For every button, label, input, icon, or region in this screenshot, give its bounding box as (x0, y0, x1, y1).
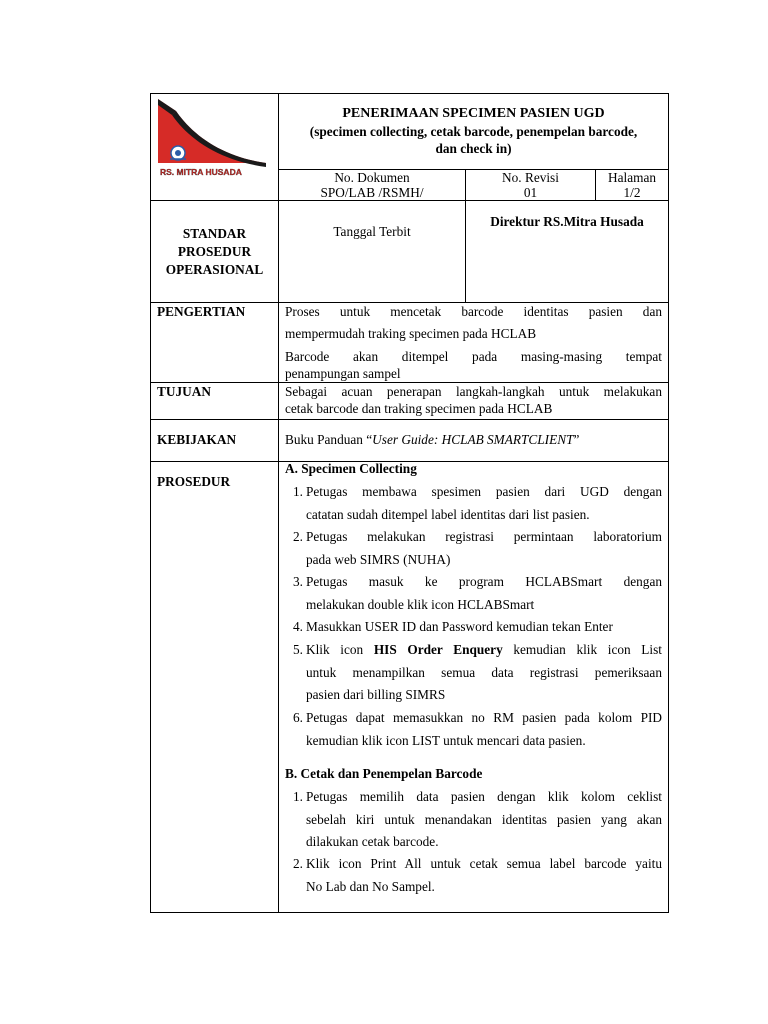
table-border-bottom (150, 912, 669, 913)
pengertian-line1: Proses untuk mencetak barcode identitas pasien dan (285, 304, 662, 319)
issue-date-label: Tanggal Terbit (333, 224, 411, 239)
pengertian-line2: mempermudah traking specimen pada HCLAB (285, 326, 537, 341)
table-border-right (668, 93, 669, 913)
list-item-line: Masukkan USER ID dan Password kemudian tekan Enter (306, 619, 613, 634)
list-item-line: untuk menampilkan semua data registrasi pemeriksaan (306, 664, 662, 680)
tujuan-label: TUJUAN (157, 384, 211, 399)
kebijakan-prefix: Buku Panduan “ (285, 432, 373, 447)
row-divider-kebijakan (150, 419, 669, 420)
list-item-number: 1. (293, 484, 303, 499)
section-b-heading: B. Cetak dan Penempelan Barcode (285, 766, 483, 781)
list-item-line: Petugas dapat memasukkan no RM pasien pada kolom PID (306, 710, 662, 725)
document-subtitle-line2: dan check in) (435, 141, 512, 156)
doc-number-label: No. Dokumen (334, 170, 410, 185)
sop-label-line3: OPERASIONAL (165, 262, 264, 277)
list-item-text: kemudian klik icon List (502, 642, 662, 657)
document-subtitle-line1: (specimen collecting, cetak barcode, penempelan barcode, (309, 124, 638, 139)
list-item-number: 1. (293, 789, 303, 804)
sop-document (150, 93, 669, 913)
list-item-line: Petugas melakukan registrasi permintaan laboratorium (306, 529, 662, 544)
list-item-line: dilakukan cetak barcode. (306, 834, 439, 850)
svg-text:RS. MITRA HUSADA: RS. MITRA HUSADA (160, 167, 242, 177)
tujuan-line2: cetak barcode dan traking specimen pada HCLAB (285, 401, 553, 416)
list-item-line: catatan sudah ditempel label identitas dari list pasien. (306, 506, 590, 522)
sop-label-line1: STANDAR (182, 226, 247, 241)
list-item-number: 4. (293, 619, 303, 634)
list-item-number: 3. (293, 574, 303, 589)
prosedur-label: PROSEDUR (157, 474, 231, 489)
hospital-logo (154, 97, 274, 177)
list-item-line: Klik icon Print All untuk cetak semua label barcode yaitu (306, 856, 662, 871)
director-label: Direktur RS.Mitra Husada (490, 214, 644, 229)
kebijakan-suffix: ” (573, 432, 580, 447)
pengertian-line4: penampungan sampel (285, 366, 401, 381)
list-item-line: No Lab dan No Sampel. (306, 878, 435, 894)
list-item-number: 2. (293, 856, 303, 871)
list-item-line: Petugas membawa spesimen pasien dari UGD dengan (306, 484, 662, 499)
list-item-emphasis: HIS Order Enquery (373, 642, 503, 657)
revision-value: 01 (523, 185, 538, 200)
page-label: Halaman (608, 170, 656, 185)
tujuan-line1: Sebagai acuan penerapan langkah-langkah untuk melakukan (285, 384, 662, 399)
kebijakan-text (285, 431, 662, 449)
list-item-line: Petugas masuk ke program HCLABSmart dengan (306, 574, 662, 589)
table-border-top (150, 93, 669, 94)
column-divider (278, 93, 279, 913)
revision-label: No. Revisi (502, 170, 559, 185)
list-item-number: 6. (293, 710, 303, 725)
doc-number-value: SPO/LAB /RSMH/ (320, 185, 424, 200)
list-item-number: 5. (293, 642, 303, 657)
page-value: 1/2 (623, 185, 641, 200)
pengertian-line3: Barcode akan ditempel pada masing-masing tempat (285, 349, 662, 364)
list-item-line: Petugas memilih data pasien dengan klik kolom ceklist (306, 789, 662, 804)
list-item-line: pada web SIMRS (NUHA) (306, 551, 451, 567)
list-item-number: 2. (293, 529, 303, 544)
section-a-heading: A. Specimen Collecting (285, 461, 417, 476)
sop-label-line2: PROSEDUR (177, 244, 252, 259)
list-item-line: pasien dari billing SIMRS (306, 687, 446, 703)
list-item-line: kemudian klik icon LIST untuk mencari data pasien. (306, 732, 586, 748)
kebijakan-guide-title: User Guide: HCLAB SMARTCLIENT (372, 432, 574, 447)
kebijakan-label: KEBIJAKAN (157, 432, 237, 447)
list-item-text: Klik icon (306, 642, 374, 657)
table-border-left (150, 93, 151, 913)
list-item-line (306, 639, 662, 662)
list-item-line: melakukan double klik icon HCLABSmart (306, 596, 535, 612)
document-title: PENERIMAAN SPECIMEN PASIEN UGD (342, 106, 605, 121)
list-item-line: sebelah kiri untuk menandakan identitas pasien yang akan (306, 811, 662, 827)
pengertian-label: PENGERTIAN (157, 304, 246, 319)
